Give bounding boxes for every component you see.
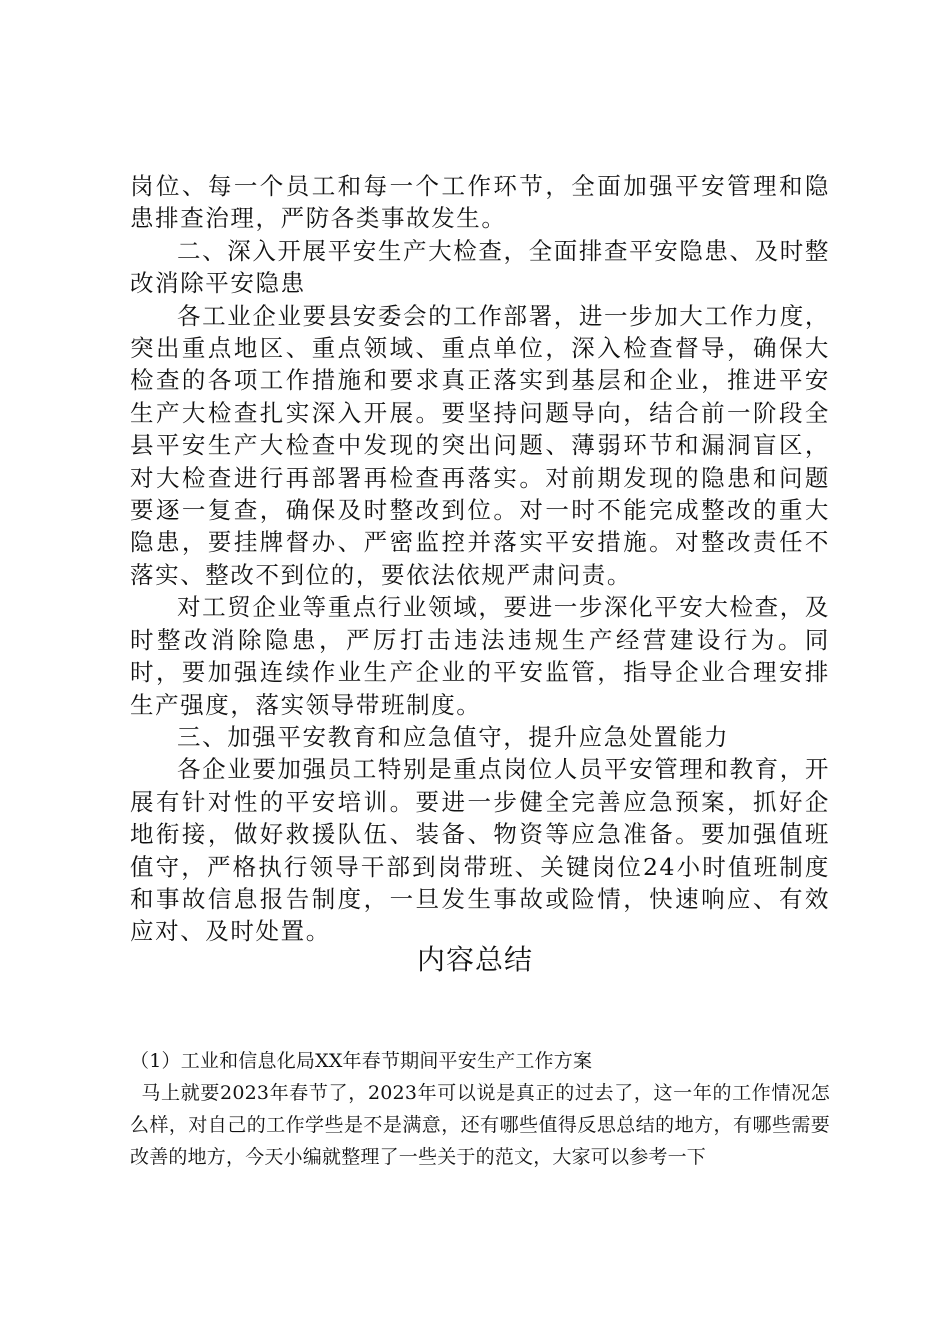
paragraph-4: 各企业要加强员工特别是重点岗位人员平安管理和教育，开展有针对性的平安培训。要进一步健全完善应急预案，抓好企地衔接，做好救援队伍、装备、物资等应急准备。要加强值班值守，严格执行领导干部到岗带班、关键岗位24小时值班制度和事故信息报告制度，一旦发生事故或险情，快速响应、有效应对、及时处置。 xyxy=(130,755,830,946)
paragraph-1: 岗位、每一个员工和每一个工作环节，全面加强平安管理和隐患排查治理，严防各类事故发生。 xyxy=(130,172,830,233)
summary-item-title: （1）工业和信息化局XX年春节期间平安生产工作方案 xyxy=(130,1050,593,1072)
section-heading-3: 三、加强平安教育和应急值守，提升应急处置能力 xyxy=(177,722,730,751)
summary-title: 内容总结 xyxy=(416,943,533,976)
summary-section xyxy=(130,1045,830,1173)
document-body xyxy=(130,170,830,948)
section-heading-2: 二、深入开展平安生产大检查，全面排查平安隐患、及时整改消除平安隐患 xyxy=(130,236,830,298)
paragraph-3: 对工贸企业等重点行业领域，要进一步深化平安大检查，及时整改消除隐患，严厉打击违法违规生产经营建设行为。同时，要加强连续作业生产企业的平安监管，指导企业合理安排生产强度，落实领导带班制度。 xyxy=(130,593,830,719)
paragraph-2: 各工业企业要县安委会的工作部署，进一步加大工作力度，突出重点地区、重点领域、重点单位，深入检查督导，确保大检查的各项工作措施和要求真正落实到基层和企业，推进平安生产大检查扎实深入开展。要坚持问题导向，结合前一阶段全县平安生产大检查中发现的突出问题、薄弱环节和漏洞盲区，对大检查进行再部署再检查再落实。对前期发现的隐患和问题要逐一复查，确保及时整改到位。对一时不能完成整改的重大隐患，要挂牌督办、严密监控并落实平安措施。对整改责任不落实、整改不到位的，要依法依规严肃问责。 xyxy=(130,301,830,589)
summary-text: 马上就要2023年春节了，2023年可以说是真正的过去了，这一年的工作情况怎么样，对自己的工作学些是不是满意，还有哪些值得反思总结的地方，有哪些需要改善的地方，今天小编就整理了一些关于的范文，大家可以参考一下 xyxy=(130,1082,830,1168)
